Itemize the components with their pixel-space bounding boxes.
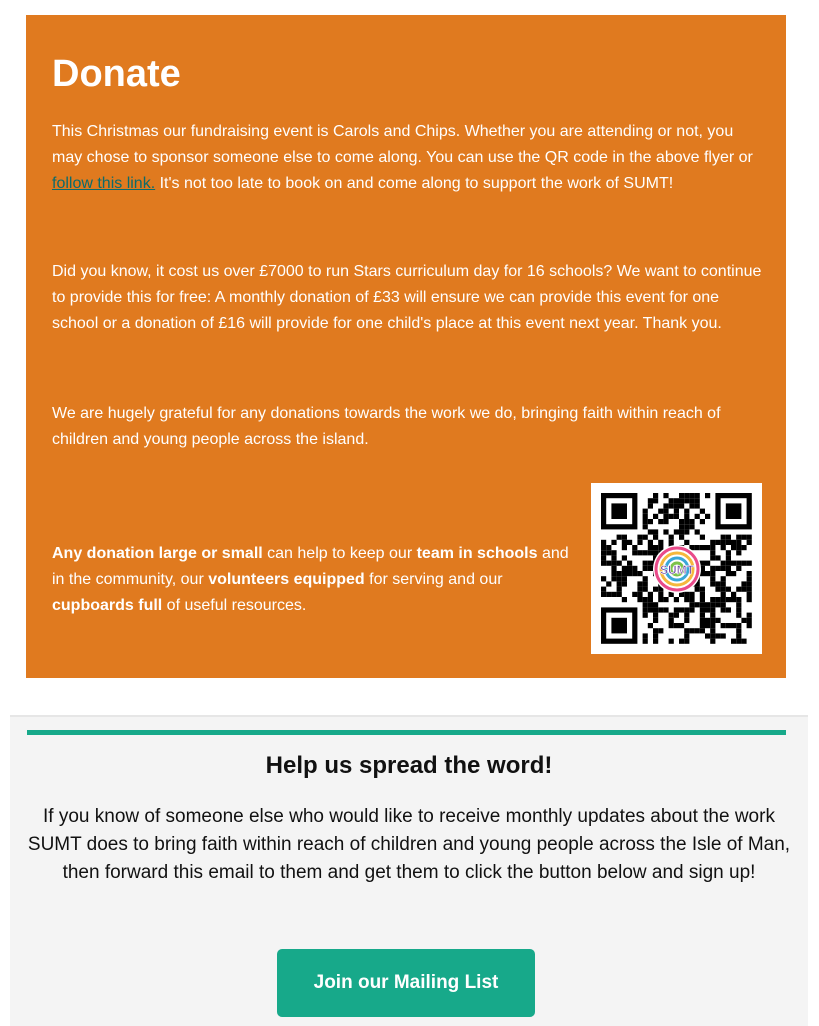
accent-divider xyxy=(27,730,786,735)
sumt-logo xyxy=(653,545,701,593)
bold-text: cupboards full xyxy=(52,597,163,614)
paragraph-text: of useful resources. xyxy=(162,597,307,614)
bold-text: volunteers equipped xyxy=(208,571,365,588)
donate-paragraph-event xyxy=(52,119,767,197)
paragraph-text: can help to keep our xyxy=(262,545,417,562)
follow-link[interactable]: follow this link. xyxy=(52,175,156,192)
spread-the-word-section xyxy=(10,715,808,1026)
donate-section xyxy=(26,15,786,678)
donate-paragraph-stars: Did you know, it cost us over £7000 to run Stars curriculum day for 16 schools? We want to continue to provide this for free: A monthly donation of £33 will ensure we can provide this event for one school or a donation of £16 will provide for one child's place at this event next year. Thank you. xyxy=(52,263,762,332)
paragraph-text: It's not too late to book on and come along to support the work of SUMT! xyxy=(155,175,674,192)
join-mailing-list-button[interactable]: Join our Mailing List xyxy=(277,949,535,1017)
paragraph-text: for serving and our xyxy=(364,571,503,588)
svg-text:SUMT: SUMT xyxy=(660,563,694,577)
qr-code-icon xyxy=(591,483,762,654)
donate-paragraph-any-donation xyxy=(52,541,582,619)
spread-title: Help us spread the word! xyxy=(265,752,553,779)
bold-text: team in schools xyxy=(416,545,538,562)
paragraph-text: This Christmas our fundraising event is Carols and Chips. Whether you are attending or not, you may chose to sponsor someone else to come along. You can use the QR code in the above flyer or xyxy=(52,123,753,166)
donate-paragraph-gratitude: We are hugely grateful for any donations towards the work we do, bringing faith within reach of children and young people across the island. xyxy=(52,405,721,448)
paragraph-text: and in the community, our xyxy=(52,545,569,588)
donate-title: Donate xyxy=(52,53,181,95)
qr-code-image xyxy=(591,483,762,654)
bold-text: Any donation large or small xyxy=(52,545,263,562)
spread-body: If you know of someone else who would like to receive monthly updates about the work SUMT does to bring faith within reach of children and young people across the Isle of Man, then forward this email to them and get them to click the button below and sign up! xyxy=(27,806,791,883)
